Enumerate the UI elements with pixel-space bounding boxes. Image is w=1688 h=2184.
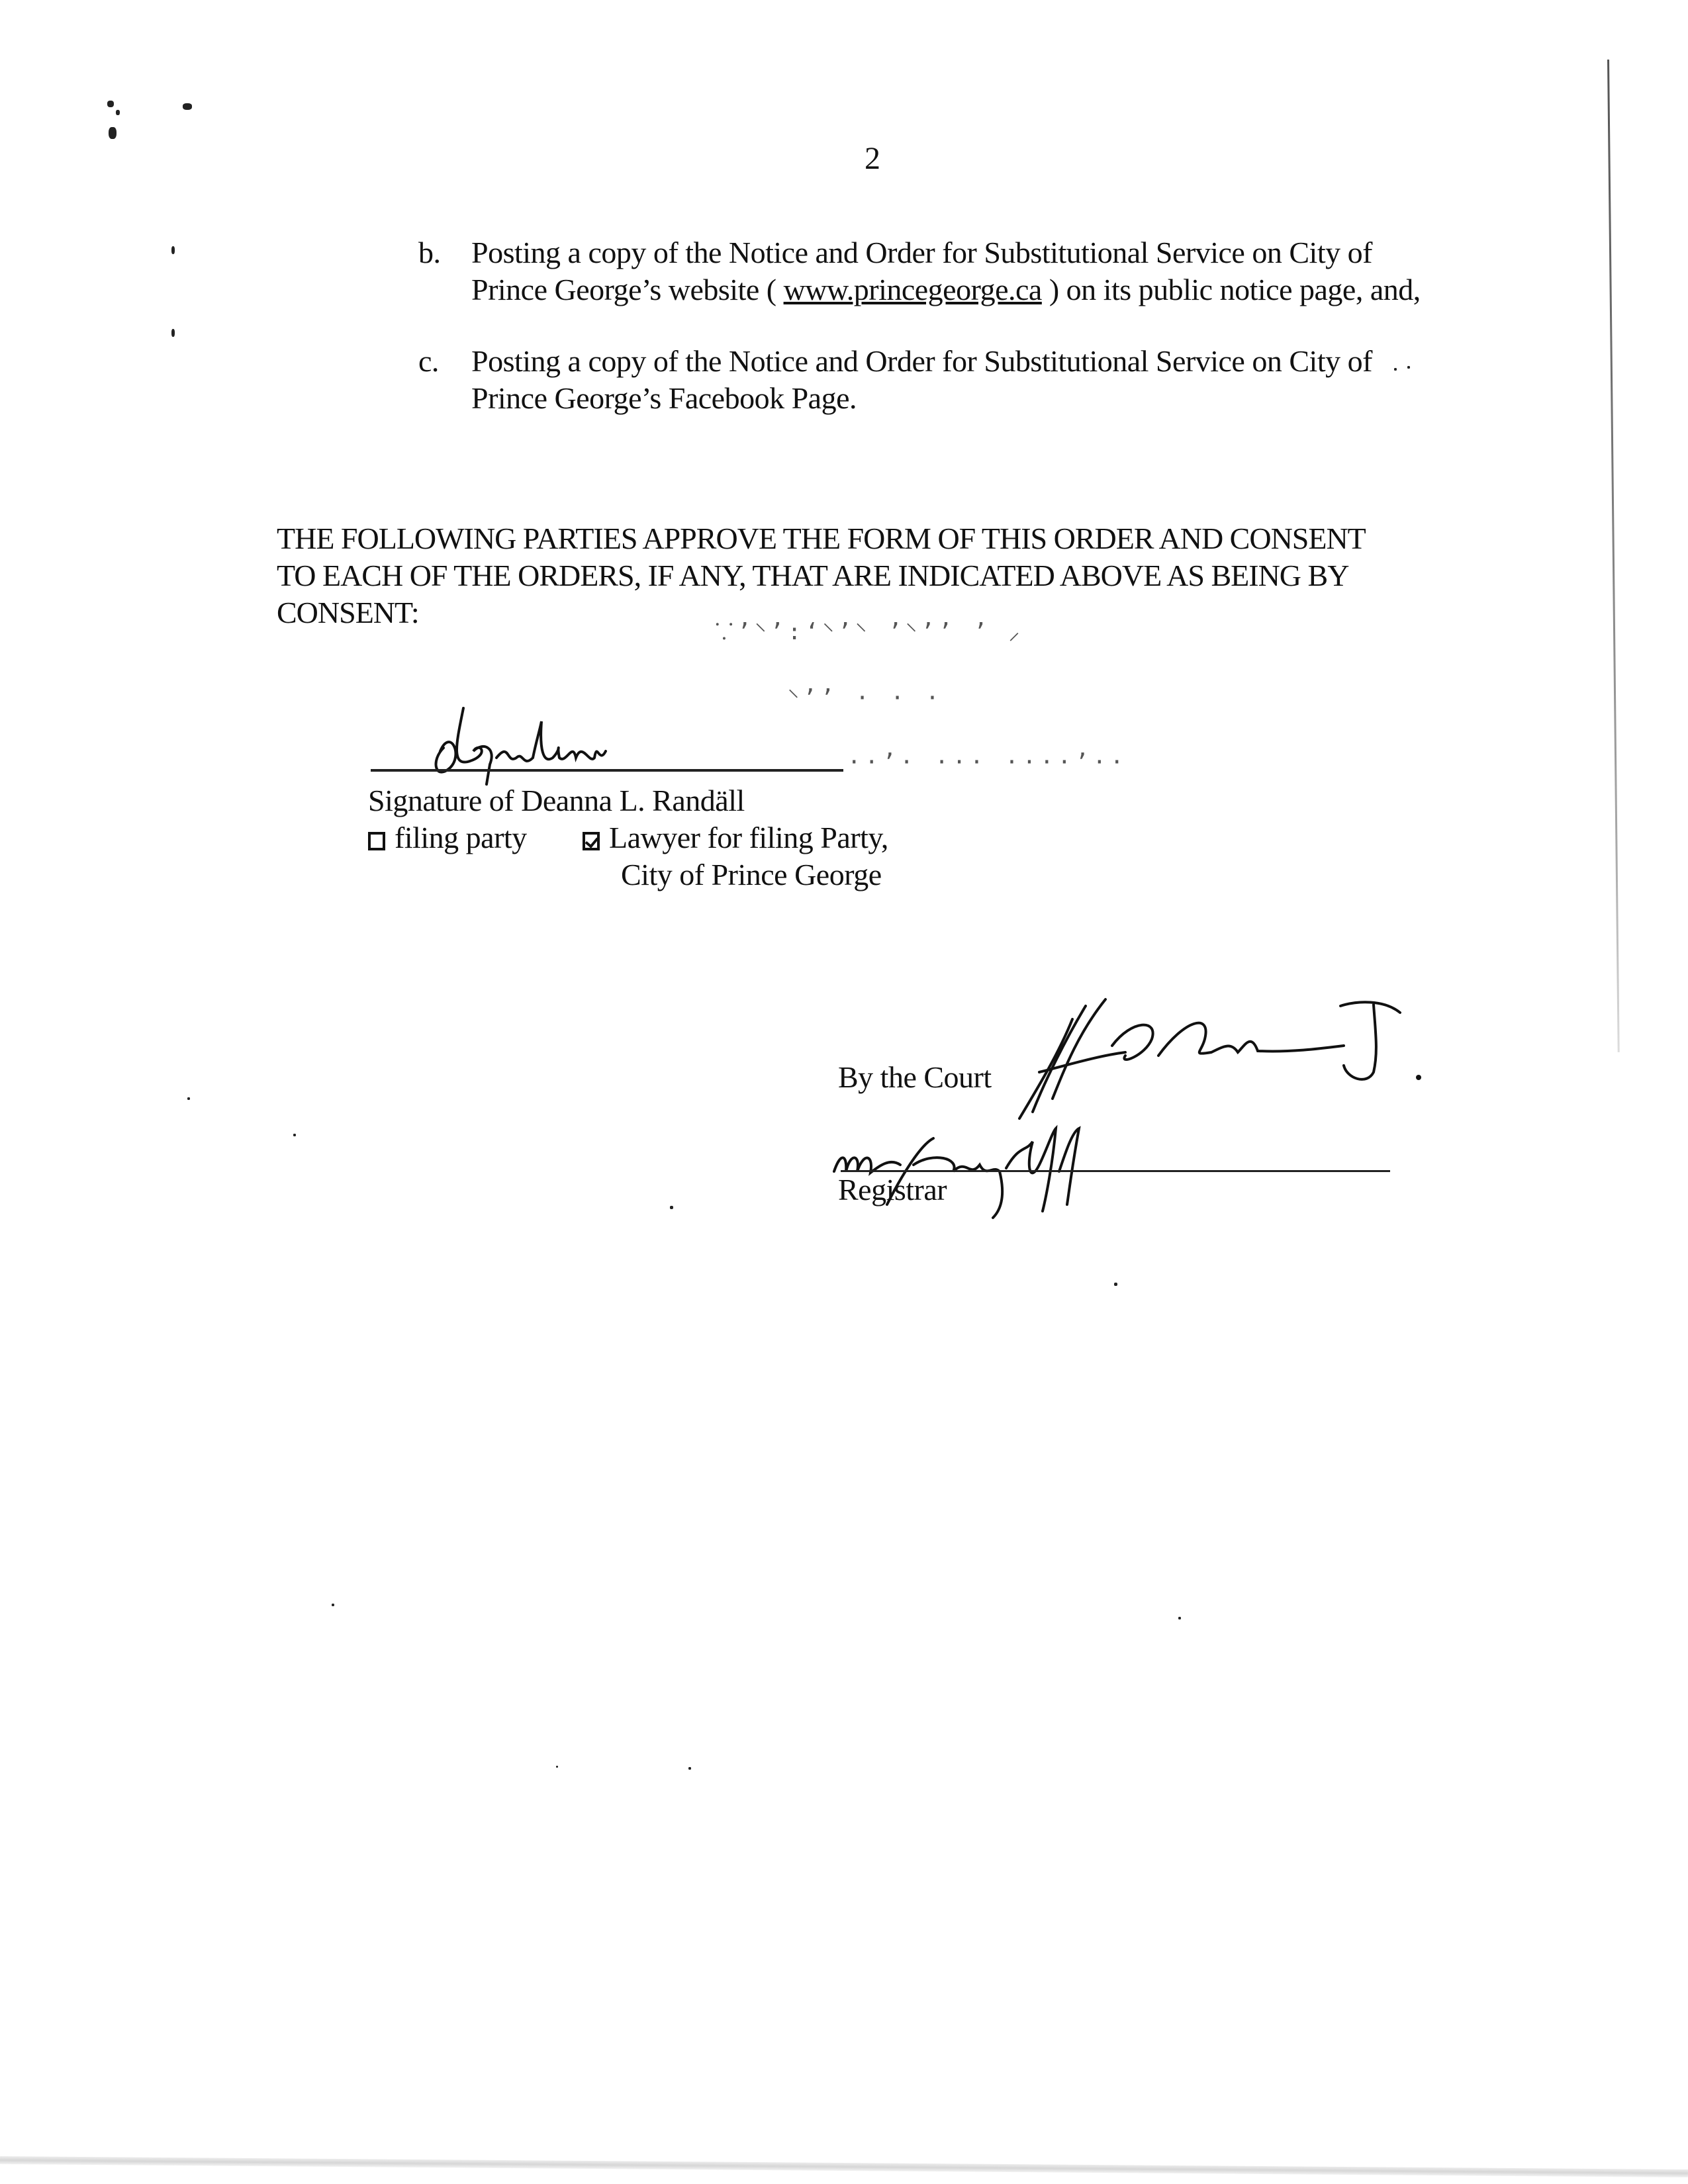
scan-speck bbox=[171, 246, 175, 254]
scan-speck bbox=[109, 127, 117, 139]
consent-line-3: CONSENT: bbox=[277, 596, 419, 629]
scan-edge-bottom bbox=[0, 2156, 1688, 2177]
list-item-b-letter: b. bbox=[418, 236, 441, 269]
party-name: City of Prince George bbox=[621, 858, 882, 891]
scan-speck bbox=[116, 110, 120, 115]
list-item-c-line1: Posting a copy of the Notice and Order for Substitutional Service on City of bbox=[471, 344, 1372, 378]
filing-party-checkbox[interactable] bbox=[368, 832, 385, 850]
scan-edge-right bbox=[1607, 60, 1620, 1052]
scan-speck bbox=[1407, 366, 1410, 369]
signature-line bbox=[371, 769, 843, 772]
filing-party-label: filing party bbox=[395, 821, 527, 854]
consent-line-2: TO EACH OF THE ORDERS, IF ANY, THAT ARE INDICATED ABOVE AS BEING BY bbox=[277, 559, 1349, 592]
scan-speck bbox=[332, 1604, 334, 1606]
option-lawyer-for-filing-party[interactable] bbox=[583, 819, 888, 856]
registrar-label: Registrar bbox=[838, 1173, 947, 1206]
list-item-c-letter: c. bbox=[418, 344, 439, 378]
option-filing-party[interactable] bbox=[368, 819, 527, 856]
bleed-through-noise: ··’· ··· ····’·· bbox=[847, 749, 1128, 776]
scan-speck bbox=[293, 1134, 296, 1136]
list-item-c-line2: Prince George’s Facebook Page. bbox=[471, 381, 857, 415]
consent-line-1: THE FOLLOWING PARTIES APPROVE THE FORM OF THIS ORDER AND CONSENT bbox=[277, 522, 1366, 555]
scan-speck bbox=[183, 103, 192, 110]
scan-speck bbox=[1178, 1617, 1181, 1619]
scan-speck bbox=[187, 1097, 190, 1100]
list-item-b-text-before: Prince George’s website ( bbox=[471, 273, 784, 306]
scan-speck bbox=[171, 329, 175, 337]
page-number: 2 bbox=[865, 141, 880, 176]
bleed-through-noise: ⸌’’ · · · bbox=[788, 685, 943, 711]
bleed-through-noise: ⸪’⸌’:‘⸌’⸌ ’⸌’’ ’ ⸝ bbox=[715, 619, 1024, 645]
signature-judge bbox=[1013, 993, 1436, 1125]
scan-speck bbox=[1114, 1283, 1117, 1286]
lawyer-checkbox-checked[interactable] bbox=[583, 832, 600, 850]
signature-caption: Signature of Deanna L. Randäll bbox=[368, 784, 745, 817]
scan-speck bbox=[688, 1767, 691, 1770]
scan-speck bbox=[1394, 368, 1397, 371]
list-item-b-line1: Posting a copy of the Notice and Order for Substitutional Service on City of bbox=[471, 236, 1372, 269]
signature-deanna-randall bbox=[424, 702, 635, 788]
list-item-b-text-after: ) on its public notice page, and, bbox=[1041, 273, 1421, 306]
website-link[interactable]: www.princegeorge.ca bbox=[783, 273, 1042, 306]
scan-speck bbox=[556, 1766, 558, 1768]
scan-speck bbox=[670, 1206, 673, 1209]
lawyer-label: Lawyer for filing Party, bbox=[609, 821, 888, 854]
scan-speck bbox=[107, 101, 114, 107]
by-the-court-label: By the Court bbox=[838, 1060, 992, 1094]
list-item-b-line2 bbox=[471, 271, 1421, 308]
